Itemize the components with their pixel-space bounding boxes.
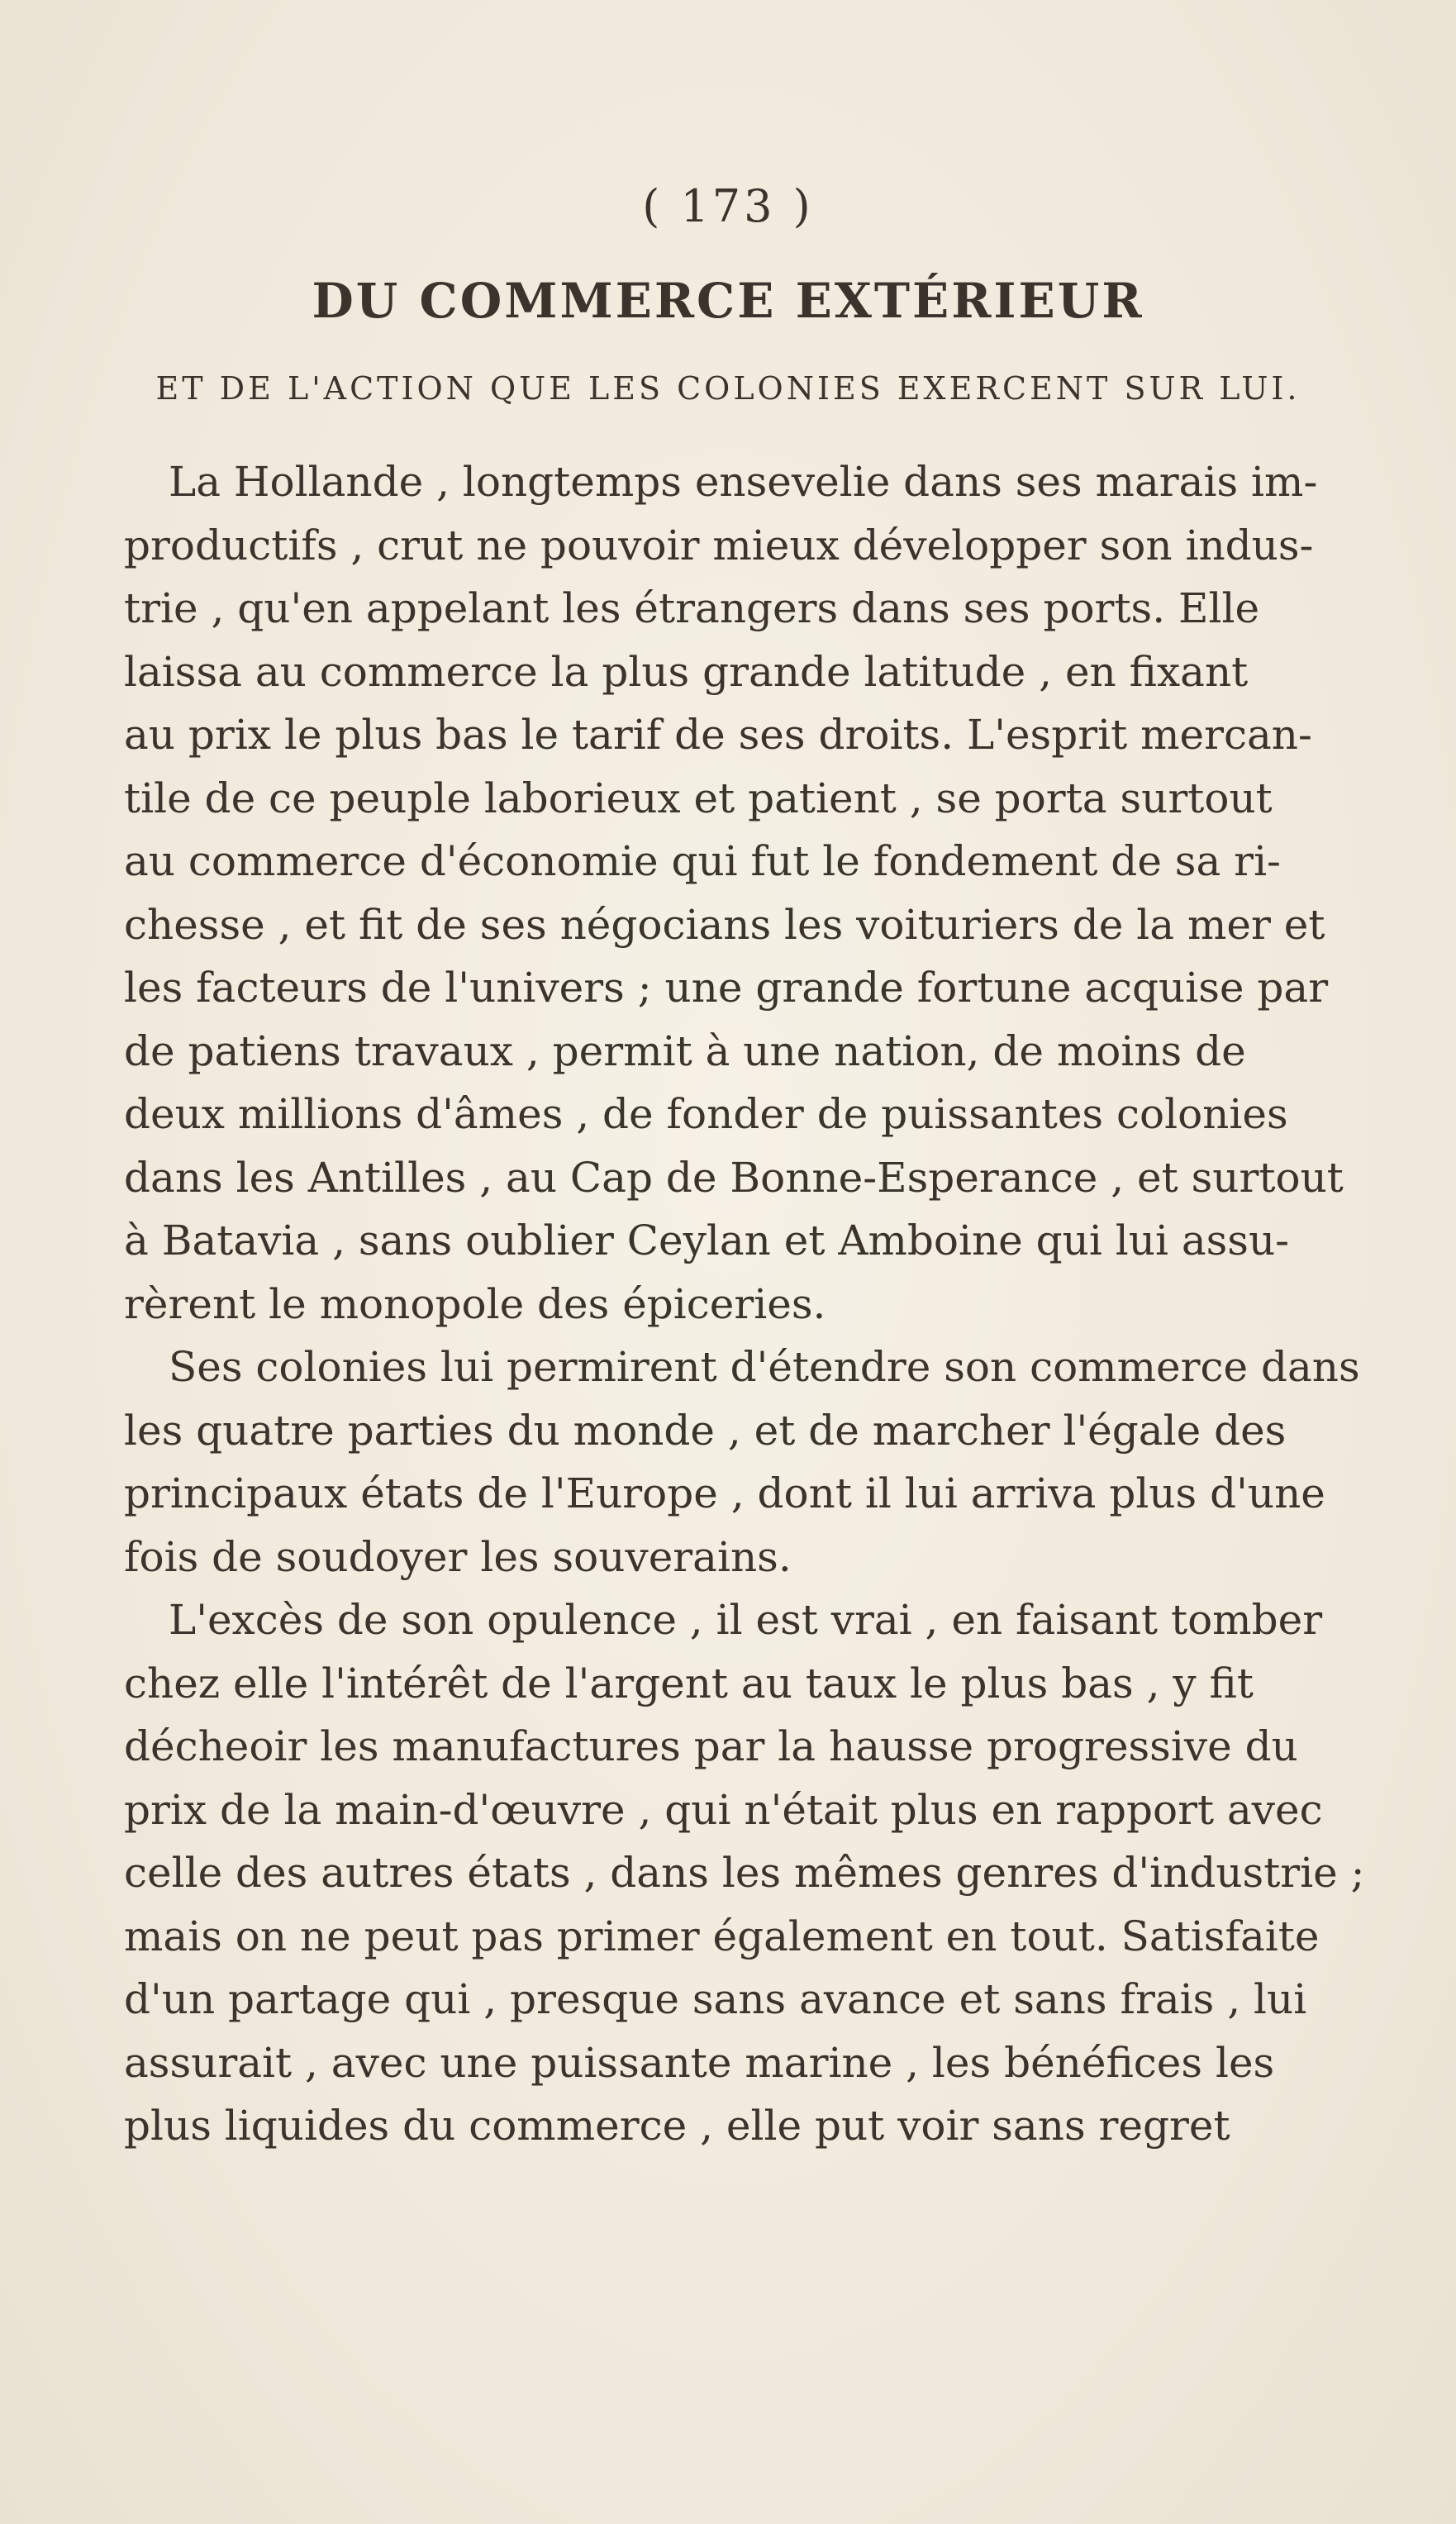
text-line: chez elle l'intérêt de l'argent au taux le plus bas , y fit bbox=[124, 1659, 1254, 1707]
paragraph bbox=[124, 1336, 1360, 1588]
text-line: deux millions d'âmes , de fonder de puissantes colonies bbox=[124, 1090, 1288, 1138]
text-line: assurait , avec une puissante marine , les bénéfices les bbox=[124, 2038, 1275, 2087]
text-line: au commerce d'économie qui fut le fondement de sa ri- bbox=[124, 837, 1281, 885]
text-line: laissa au commerce la plus grande latitude , en fixant bbox=[124, 647, 1249, 696]
text-line: mais on ne peut pas primer également en tout. Satisfaite bbox=[124, 1912, 1320, 1960]
text-line: L'excès de son opulence , il est vrai , en faisant tomber bbox=[169, 1596, 1323, 1644]
text-line: plus liquides du commerce , elle put voir sans regret bbox=[124, 2102, 1230, 2150]
page-number: ( 173 ) bbox=[642, 180, 814, 232]
text-line: prix de la main-d'œuvre , qui n'était plus en rapport avec bbox=[124, 1785, 1323, 1834]
text-line: chesse , et fit de ses négocians les voituriers de la mer et bbox=[124, 900, 1325, 949]
text-line: principaux états de l'Europe , dont il lui arriva plus d'une bbox=[124, 1469, 1325, 1517]
text-line: au prix le plus bas le tarif de ses droits. L'esprit mercan- bbox=[124, 711, 1312, 759]
text-line: celle des autres états , dans les mêmes genres d'industrie ; bbox=[124, 1849, 1365, 1897]
text-line: dans les Antilles , au Cap de Bonne-Esperance , et surtout bbox=[124, 1153, 1344, 1202]
paragraph bbox=[124, 1588, 1365, 2158]
paragraph bbox=[124, 450, 1344, 1336]
body-text bbox=[124, 450, 1365, 2158]
text-line: les facteurs de l'univers ; une grande fortune acquise par bbox=[124, 964, 1329, 1012]
text-line: décheoir les manufactures par la hausse progressive du bbox=[124, 1722, 1298, 1770]
text-line: La Hollande , longtemps ensevelie dans ses marais im- bbox=[169, 458, 1318, 506]
text-line: d'un partage qui , presque sans avance et sans frais , lui bbox=[124, 1975, 1307, 2023]
text-line: fois de soudoyer les souverains. bbox=[124, 1532, 792, 1581]
text-line: de patiens travaux , permit à une nation, de moins de bbox=[124, 1026, 1246, 1075]
text-line: productifs , crut ne pouvoir mieux développer son indus- bbox=[124, 521, 1314, 569]
text-line: rèrent le monopole des épiceries. bbox=[124, 1279, 826, 1328]
chapter-subheading: ET DE L'ACTION QUE LES COLONIES EXERCENT SUR LUI. bbox=[155, 370, 1301, 407]
text-line: les quatre parties du monde , et de marcher l'égale des bbox=[124, 1406, 1287, 1455]
text-line: Ses colonies lui permirent d'étendre son commerce dans bbox=[169, 1343, 1360, 1391]
text-line: trie , qu'en appelant les étrangers dans ses ports. Elle bbox=[124, 584, 1260, 632]
text-line: tile de ce peuple laborieux et patient , se porta surtout bbox=[124, 774, 1273, 822]
text-line: à Batavia , sans oublier Ceylan et Amboine qui lui assu- bbox=[124, 1217, 1290, 1264]
chapter-heading: DU COMMERCE EXTÉRIEUR bbox=[312, 273, 1144, 329]
